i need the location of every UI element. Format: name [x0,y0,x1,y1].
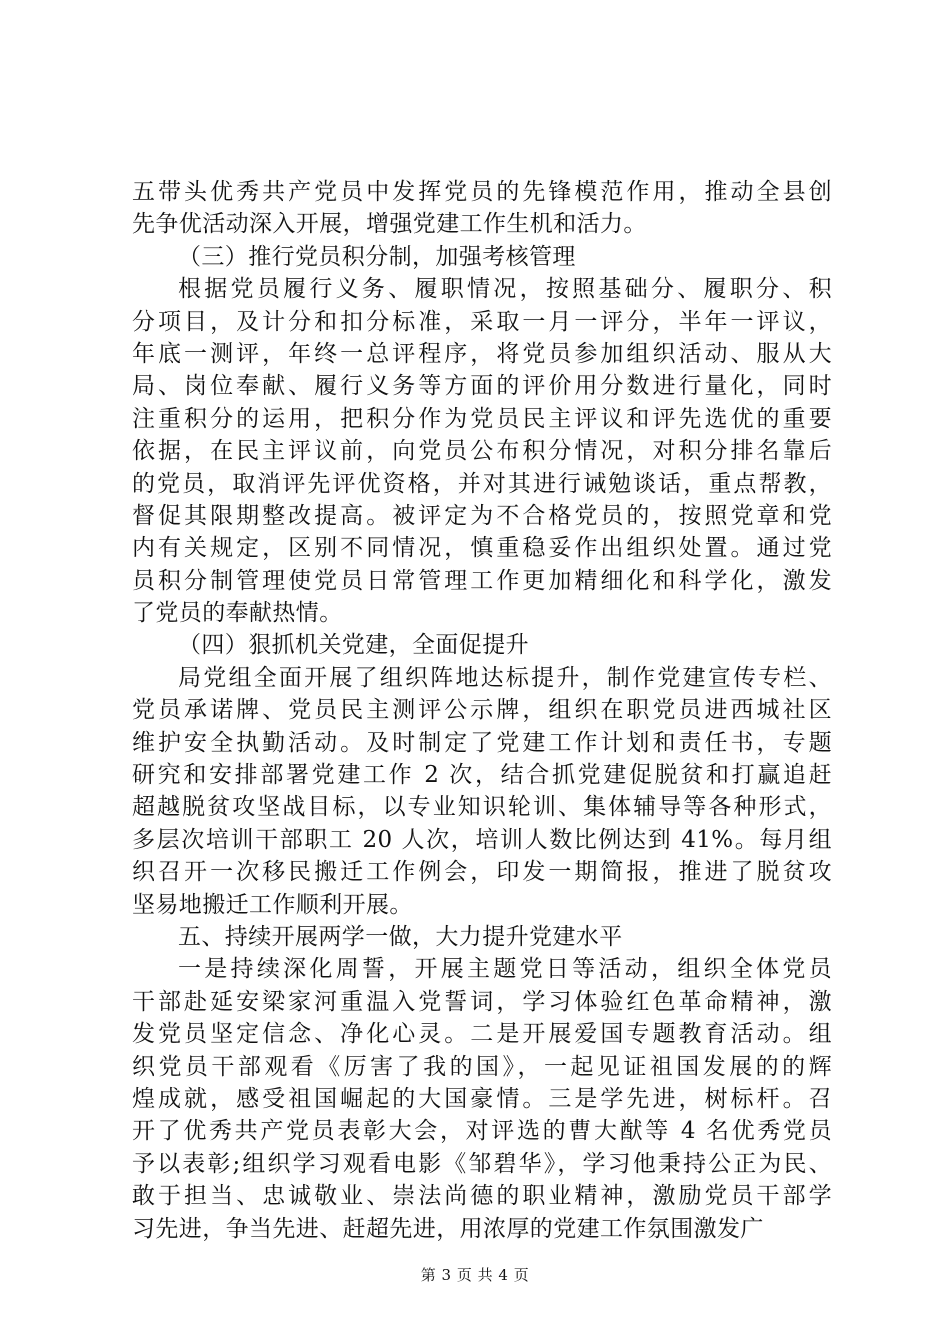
text-line: 煌成就，感受祖国崛起的大国豪情。三是学先进，树标杆。召 [132,1085,832,1112]
text-line: 多层次培训干部职工 20 人次，培训人数比例达到 41%。每月组 [132,826,832,853]
paragraph [132,921,832,953]
text-line: 员积分制管理使党员日常管理工作更加精细化和科学化，激发 [132,567,832,594]
document-body [132,176,832,1245]
text-line: 开了优秀共产党员表彰大会，对评选的曹大猷等 4 名优秀党员 [132,1118,832,1145]
text-line: 研究和安排部署党建工作 2 次，结合抓党建促脱贫和打赢追赶 [132,762,832,789]
text-line: 习先进，争当先进、赶超先进，用浓厚的党建工作氛围激发广 [132,1215,764,1242]
page-footer: 第 3 页 共 4 页 [420,1266,530,1284]
text-line: 敢于担当、忠诚敬业、崇法尚德的职业精神，激励党员干部学 [132,1183,832,1210]
text-line: （四）狠抓机关党建，全面促提升 [178,632,529,659]
text-line: 依据，在民主评议前，向党员公布积分情况，对积分排名靠后 [132,438,832,465]
paragraph [132,176,832,241]
text-line: 分项目，及计分和扣分标准，采取一月一评分，半年一评议， [132,308,832,335]
text-line: 维护安全执勤活动。及时制定了党建工作计划和责任书，专题 [132,729,832,756]
text-line: 织党员干部观看《厉害了我的国》，一起见证祖国发展的的辉 [132,1053,832,1080]
paragraph [132,953,832,1245]
text-line: 织召开一次移民搬迁工作例会，印发一期简报，推进了脱贫攻 [132,859,832,886]
text-line: 了党员的奉献热情。 [132,600,343,627]
text-line: 先争优活动深入开展，增强党建工作生机和活力。 [132,211,647,238]
text-line: 局党组全面开展了组织阵地达标提升，制作党建宣传专栏、 [178,664,832,691]
text-line: 根据党员履行义务、履职情况，按照基础分、履职分、积 [178,276,832,303]
text-line: 的党员，取消评先评优资格，并对其进行诫勉谈话，重点帮教， [132,470,832,497]
text-line: 五、持续开展两学一做，大力提升党建水平 [178,923,623,950]
text-line: （三）推行党员积分制，加强考核管理 [178,243,576,270]
paragraph [132,662,832,921]
text-line: 坚易地搬迁工作顺利开展。 [132,891,413,918]
paragraph [132,629,832,661]
text-line: 内有关规定，区别不同情况，慎重稳妥作出组织处置。通过党 [132,535,832,562]
text-line: 发党员坚定信念、净化心灵。二是开展爱国专题教育活动。组 [132,1021,832,1048]
text-line: 年底一测评，年终一总评程序，将党员参加组织活动、服从大 [132,340,832,367]
text-line: 干部赴延安梁家河重温入党誓词，学习体验红色革命精神，激 [132,988,832,1015]
text-line: 局、岗位奉献、履行义务等方面的评价用分数进行量化，同时 [132,373,832,400]
text-line: 超越脱贫攻坚战目标，以专业知识轮训、集体辅导等各种形式， [132,794,832,821]
paragraph [132,273,832,629]
text-line: 予以表彰;组织学习观看电影《邹碧华》，学习他秉持公正为民、 [132,1150,832,1177]
paragraph [132,241,832,273]
text-line: 督促其限期整改提高。被评定为不合格党员的，按照党章和党 [132,502,832,529]
text-line: 注重积分的运用，把积分作为党员民主评议和评先选优的重要 [132,405,832,432]
text-line: 党员承诺牌、党员民主测评公示牌，组织在职党员进西城社区 [132,697,832,724]
text-line: 五带头优秀共产党员中发挥党员的先锋模范作用，推动全县创 [132,179,832,205]
text-line: 一是持续深化周誓，开展主题党日等活动，组织全体党员 [178,956,832,983]
